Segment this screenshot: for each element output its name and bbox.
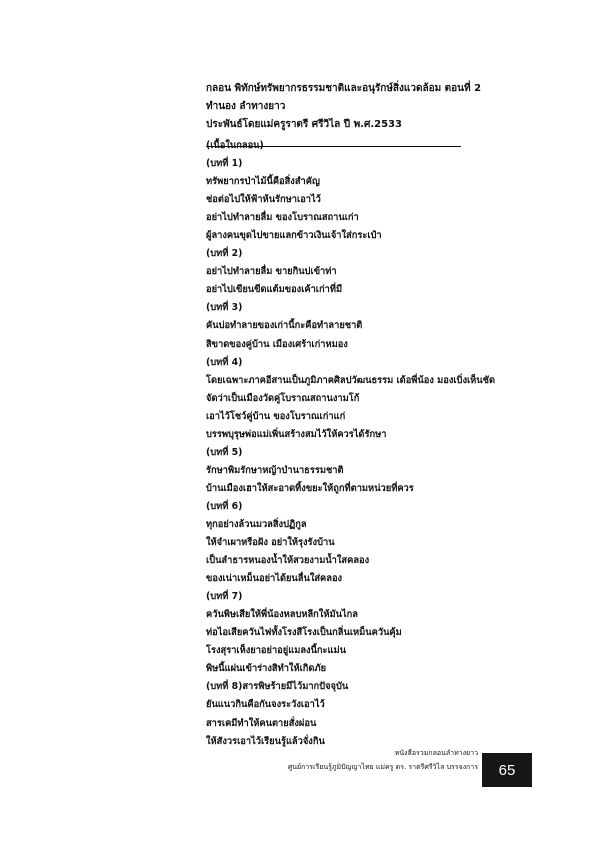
poem-line: โรงสุราเห็งยาอย่าอยู่แมลงนี้กะแม่น: [206, 645, 347, 657]
footer-publisher: ศูนย์การเรียนรู้ภูมิปัญญาไทย แม่ครู ดร. ราตรีศรีวิไล บรรจงการ: [287, 763, 478, 771]
poem-line: ท่อไอเสียควันไฟทั้งโรงสีโรงเป็นกลิ่นเหม็นควันคุ้ม: [206, 627, 402, 639]
poem-line: อย่าไปทำลายลื่ม ขายกินบ่เข้าท่า: [206, 266, 337, 278]
poem-line: สารเคมีทำให้คนตายสั่งผ่อน: [206, 717, 317, 729]
poem-line: บรรพบุรุษพ่อแม่เพิ่นสร้างสมไว้ให้ควรได้รักษา: [206, 428, 387, 440]
poem-line: (บทที่ 8)สารพิษร้ายมีไว้มากปัจจุบัน: [206, 681, 349, 693]
poem-melody: ทำนอง ลำทางยาว: [206, 101, 286, 112]
poem-line: (บทที่ 2): [206, 248, 243, 260]
poem-line: เอาไว้โชว์คู่บ้าน ของโบราณเก่าแก่: [206, 410, 346, 422]
poem-line: ให้สังวรเอาไว้เรียนรู้แล้วจั่งกิน: [206, 735, 325, 747]
poem-line: ให้จำเผาหรือฝัง อย่าให้รุงรังบ้าน: [206, 537, 335, 549]
poem-title: กลอน พิทักษ์ทรัพยากรธรรมชาติและอนุรักษ์สิ่งแวดล้อม ตอนที่ 2: [206, 83, 482, 94]
poem-line: รักษาพิมรักษาหญ้าบำนาธรรมชาติ: [206, 464, 344, 476]
poem-line: อย่าไปทำลายลื่ม ของโบราณสถานเก่า: [206, 212, 359, 224]
poem-author: ประพันธ์โดยแม่ครูราตรี ศรีวิไล ปี พ.ศ.2533: [206, 119, 402, 130]
poem-line: ช่อต่อไปให้ฟ้าห้นรักษาเอาไว้: [206, 194, 321, 206]
poem-line: อย่าไปเขียนขีดแต้มของเค้าเก่าที่มี: [206, 284, 343, 296]
poem-line: บ้านเมืองเฮาให้สะอาดทิ้งขยะให้ถูกที่ตามหน่วยที่ควร: [206, 482, 414, 494]
poem-line: ผู้ลางคนขุดไปขายแลกข้าวเงินเจ้าใส่กระเป๋า: [206, 230, 382, 242]
poem-line: ยันแนวกินคือกันจงระวังเอาไว้: [206, 699, 325, 711]
poem-line: (บทที่ 7): [206, 591, 243, 603]
poem-line: จัดว่าเป็นเมืองวัดคู่โบราณสถานงามโก้: [206, 392, 360, 404]
poem-header: [206, 80, 482, 134]
poem-line: สิขาดของคู่บ้าน เมืองเศร้าเก่าหมอง: [206, 338, 348, 350]
poem-line: (บทที่ 1): [206, 158, 243, 170]
poem-line: คันบ่อทำลายของเก่านี้กะคือทำลายชาติ: [206, 320, 363, 332]
poem-line: (เนื้อในกลอน): [206, 140, 264, 151]
poem-line: ทรัพยากรป่าไม้นี้คือสิ่งสำคัญ: [206, 176, 320, 188]
poem-line: โดยเฉพาะภาคอีสานเป็นภูมิภาคศิลปวัฒนธรรม เด้อพี่น้อง มองเบิ่งเห็นชัด: [206, 374, 496, 386]
page-number: 65: [482, 753, 532, 787]
footer-book-title: หนังสือรวมกลอนลำทางยาว: [394, 749, 478, 757]
poem-line: (บทที่ 4): [206, 356, 243, 368]
poem-line: (บทที่ 5): [206, 446, 243, 458]
footer: [230, 748, 478, 773]
poem-line: ทุกอย่างล้วนมวลสิ่งปฏิกูล: [206, 518, 307, 530]
poem-line: (บทที่ 6): [206, 500, 243, 512]
poem-line: (บทที่ 3): [206, 302, 243, 314]
poem-body: [206, 137, 526, 751]
poem-line: พิษนี้แผ่นเข้าร่างสิทำให้เกิดภัย: [206, 663, 327, 675]
poem-line: ควันพิษเสียให้พี่น้องหลบหลีกให้มันไกล: [206, 609, 358, 621]
poem-line: เป็นลำธารหนองน้ำให้สวยงามน้ำใสคลอง: [206, 555, 370, 567]
poem-line: ของเน่าเหม็นอย่าได้ยนลื่นใส่คลอง: [206, 573, 343, 585]
